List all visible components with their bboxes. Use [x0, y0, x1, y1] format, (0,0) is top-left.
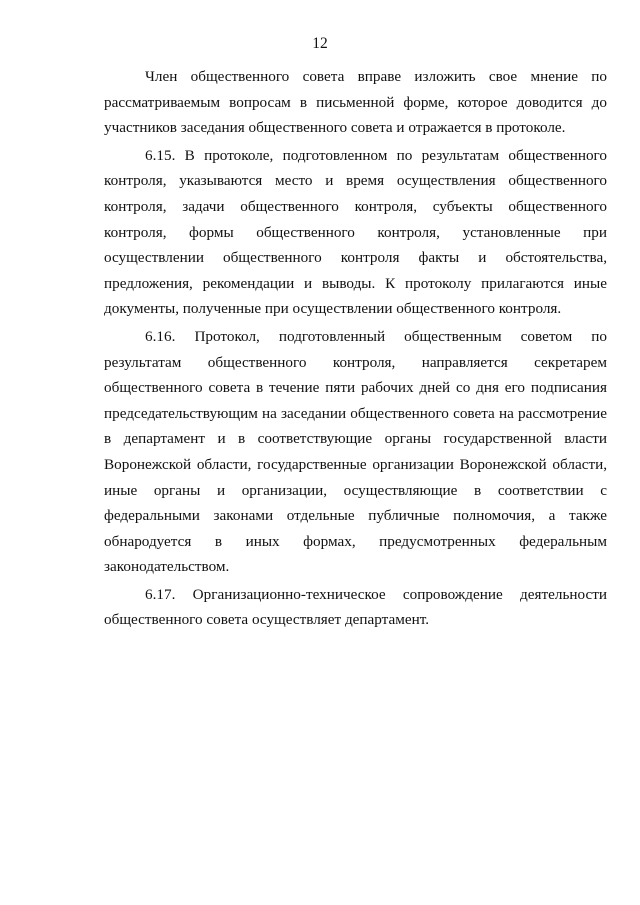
document-body	[104, 64, 607, 635]
paragraph-6-17: 6.17. Организационно-техническое сопровождение деятельности общественного совета осуществляет департамент.	[104, 585, 607, 629]
paragraph-6-15: 6.15. В протоколе, подготовленном по результатам общественного контроля, указываются место и время осуществления общественного контроля, задачи общественного контроля, субъекты общественного контроля, формы общественного контроля, установленные при осуществлении общественного контроля факты и обстоятельства, предложения, рекомендации и выводы. К протоколу прилагаются иные документы, полученные при осуществлении общественного контроля.	[104, 146, 607, 318]
paragraph-6-16: 6.16. Протокол, подготовленный общественным советом по результатам общественного контроля, направляется секретарем общественного совета в течение пяти рабочих дней со дня его подписания председательствующим на заседании общественного совета на рассмотрение в департамент и в соответствующие органы государственной власти Воронежской области, государственные организации Воронежской области, иные органы и организации, осуществляющие в соответствии с федеральными законами отдельные публичные полномочия, а также обнародуется в иных формах, предусмотренных федеральным законодательством.	[104, 327, 607, 576]
paragraph-member-opinion: Член общественного совета вправе изложить свое мнение по рассматриваемым вопросам в письменной форме, которое доводится до участников заседания общественного совета и отражается в протоколе.	[104, 68, 607, 137]
page-number: 12	[312, 35, 328, 52]
